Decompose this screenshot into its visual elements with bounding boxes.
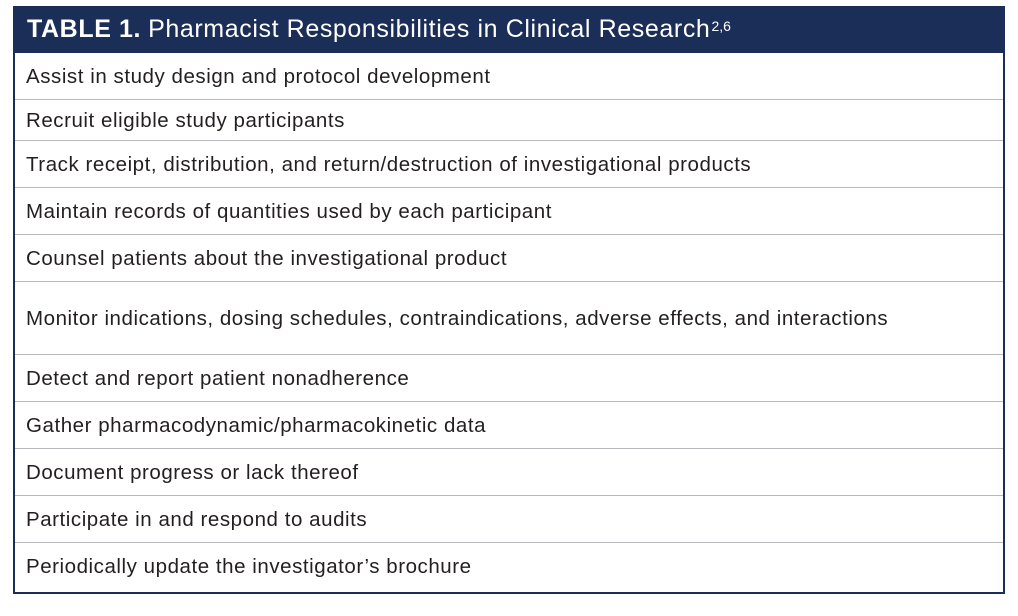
- row-text: Participate in and respond to audits: [26, 507, 368, 531]
- row-text: Detect and report patient nonadherence: [26, 366, 410, 390]
- row-text: Document progress or lack thereof: [26, 460, 359, 484]
- table-title: Pharmacist Responsibilities in Clinical Research: [148, 15, 711, 43]
- row-text: Counsel patients about the investigational product: [26, 246, 508, 270]
- table-row: [15, 402, 1003, 449]
- table-row: [15, 496, 1003, 543]
- table-row: [15, 355, 1003, 402]
- row-text: Periodically update the investigator’s brochure: [26, 555, 472, 578]
- row-text: Gather pharmacodynamic/pharmacokinetic data: [26, 413, 487, 437]
- table-row: [15, 100, 1003, 141]
- table-row: [15, 53, 1003, 100]
- row-text: Recruit eligible study participants: [26, 108, 345, 132]
- table-row: [15, 543, 1003, 590]
- citation-superscript: 2,6: [711, 17, 731, 34]
- table-row: [15, 449, 1003, 496]
- table-body: [15, 53, 1003, 590]
- table-row: [15, 235, 1003, 282]
- table-row: [15, 188, 1003, 235]
- table-row: [15, 282, 1003, 355]
- responsibilities-table: [13, 6, 1005, 594]
- table-row: [15, 141, 1003, 188]
- table-label: TABLE 1.: [27, 15, 142, 43]
- row-text: Monitor indications, dosing schedules, contraindications, adverse effects, and interactions: [26, 306, 889, 330]
- row-text: Assist in study design and protocol development: [26, 64, 491, 88]
- row-text: Maintain records of quantities used by each participant: [26, 199, 552, 223]
- row-text: Track receipt, distribution, and return/destruction of investigational products: [26, 152, 752, 176]
- table-header: [15, 6, 1003, 53]
